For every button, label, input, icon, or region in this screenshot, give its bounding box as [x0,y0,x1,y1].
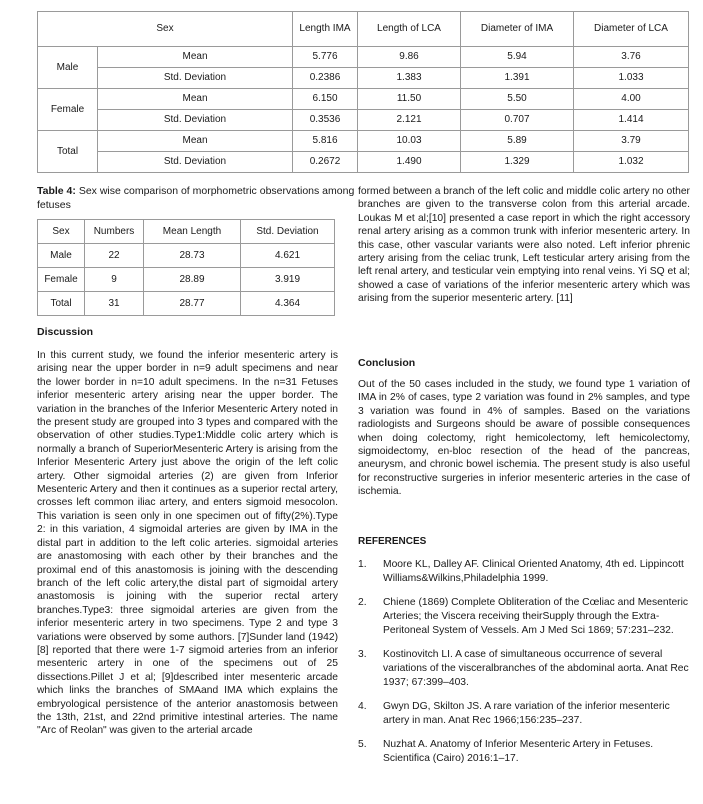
sex-cell: Male [38,47,98,89]
references-heading: REFERENCES [358,536,427,547]
reference-text: Gwyn DG, Skilton JS. A rare variation of the inferior mesenteric artery in man. Anat Rec 1966;156:235–237. [383,701,670,726]
conclusion-text [358,378,690,499]
stat-cell: Std. Deviation [98,152,293,173]
reference-item [358,738,690,766]
table-cell: 4.621 [241,244,335,268]
conclusion-heading: Conclusion [358,357,416,369]
header-sex: Sex [38,12,293,47]
header-diameter-lca: Diameter of LCA [574,12,689,47]
value-cell: 5.94 [461,47,574,68]
discussion-text [37,349,338,738]
references-list [358,558,690,776]
table-row [38,152,689,173]
value-cell: 1.414 [574,110,689,131]
value-cell: 10.03 [358,131,461,152]
reference-text: Nuzhat A. Anatomy of Inferior Mesenteric Artery in Fetuses. Scientifica (Cairo) 2016:1–17. [383,739,654,764]
discussion-heading: Discussion [37,326,94,338]
header-std-deviation: Std. Deviation [241,220,335,244]
header-length-lca: Length of LCA [358,12,461,47]
table-row [38,131,689,152]
value-cell: 0.707 [461,110,574,131]
table4-header-row [38,220,335,244]
value-cell: 9.86 [358,47,461,68]
header-diameter-ima: Diameter of IMA [461,12,574,47]
table-cell: 9 [85,268,144,292]
table-cell: Total [38,292,85,316]
reference-number: 3. [358,649,367,660]
table4-caption [37,184,357,212]
value-cell: 4.00 [574,89,689,110]
reference-text: Kostinovitch LI. A case of simultaneous occurrence of several variations of the visceralbranches of the abdominal aorta. Anat Rec 1937; 67:399–403. [383,649,689,688]
sex-cell: Female [38,89,98,131]
table-cell: 22 [85,244,144,268]
reference-text: Chiene (1869) Complete Obliteration of the Cœliac and Mesenteric Arteries; the Viscera receiving theirSupply through the Extra-Peritoneal System of Vessels. Am J Med Sci 1869; 57:231–232. [383,597,689,636]
continuation-paragraph: formed between a branch of the left colic and middle colic artery no other branches are given to the transverse colon from this arterial arcade. Loukas M et al;[10] presented a case report in which the right accessory renal artery arising as a common trunk with inferior mesenteric artery. In this case, other vascular variants were also noted. Left inferior phrenic artery arising from the celiac trunk, Left testicular artery arising from the left renal artery, and testicular vein emptying into renal veins. Yi SQ et al; showed a case of variations of the inferior mesenteric artery which was arising from the superior mesenteric artery. [11] [358,186,690,305]
value-cell: 6.150 [293,89,358,110]
table4-caption-text: Sex wise comparison of morphometric observations among fetuses [37,185,355,211]
value-cell: 1.490 [358,152,461,173]
value-cell: 1.391 [461,68,574,89]
table-row [38,47,689,68]
value-cell: 1.032 [574,152,689,173]
stat-cell: Mean [98,89,293,110]
value-cell: 11.50 [358,89,461,110]
value-cell: 0.2386 [293,68,358,89]
reference-number: 4. [358,701,367,712]
table-row [38,244,335,268]
value-cell: 5.89 [461,131,574,152]
value-cell: 5.816 [293,131,358,152]
table-cell: 4.364 [241,292,335,316]
reference-number: 2. [358,597,367,608]
right-column-paragraph [358,185,690,306]
reference-number: 5. [358,739,367,750]
value-cell: 1.383 [358,68,461,89]
value-cell: 5.776 [293,47,358,68]
value-cell: 1.033 [574,68,689,89]
table-cell: 31 [85,292,144,316]
table-row [38,268,335,292]
value-cell: 1.329 [461,152,574,173]
stat-cell: Mean [98,47,293,68]
table4-caption-label: Table 4: [37,185,76,197]
header-numbers: Numbers [85,220,144,244]
stat-cell: Std. Deviation [98,110,293,131]
header-sex: Sex [38,220,85,244]
table-cell: 28.89 [144,268,241,292]
conclusion-paragraph: Out of the 50 cases included in the study, we found type 1 variation of IMA in 2% of cases, type 2 variation was found in 2% samples, and type 3 variation was found in 4% of samples. Based on the variations radiologists and Surgeons should be aware of possible consequences when doing colectomy, right hemicolectomy, left hemicolectomy, sigmoidectomy, en-bloc resection of the head of the pancreas, aneurysm, and chronic bowel ischemia. The present study is also useful for reconstructive surgeries in inferior mesenteric arteries in the case of ischemia. [358,379,690,498]
sex-cell: Total [38,131,98,173]
table-cell: 28.77 [144,292,241,316]
table-row [38,89,689,110]
value-cell: 0.2672 [293,152,358,173]
table-cell: 28.73 [144,244,241,268]
reference-item [358,648,690,690]
reference-text: Moore KL, Dalley AF. Clinical Oriented Anatomy, 4th ed. Lippincott Williams&Wilkins,Philadelphia 1999. [383,559,684,584]
value-cell: 0.3536 [293,110,358,131]
value-cell: 3.76 [574,47,689,68]
reference-item [358,558,690,586]
table4 [37,219,335,316]
reference-item [358,700,690,728]
header-length-ima: Length IMA [293,12,358,47]
stat-cell: Mean [98,131,293,152]
value-cell: 5.50 [461,89,574,110]
stat-cell: Std. Deviation [98,68,293,89]
table-row [38,292,335,316]
table-header-row [38,12,689,47]
reference-number: 1. [358,559,367,570]
value-cell: 2.121 [358,110,461,131]
reference-item [358,596,690,638]
morphometric-table [37,11,689,173]
table-cell: 3.919 [241,268,335,292]
table-row [38,110,689,131]
header-mean-length: Mean Length [144,220,241,244]
table-cell: Female [38,268,85,292]
discussion-paragraph: In this current study, we found the inferior mesenteric artery is arising near the upper border in n=9 adult specimens and near the lower border in n=10 adult specimens. In the n=31 Fetuses inferior mesenteric artery arising near the upper border. The variation in the branches of the Inferior Mesenteric Artery noted in the present study are grouped into 3 types and compared with the observation of other studies.Type1:Middle colic artery which is normally a branch of SuperiorMesenteric Artery is arising from the Inferior Mesenteric Artery just above the origin of the left colic artery. Other sigmoidal arteries (2) are given from Inferior Mesenteric Artery and then it continues as a superior rectal artery, crosses left common iliac artery, and enters sigmoid mesocolon. This variation is seen only in one specimen out of fifty(2%).Type 2: in this variation, 4 sigmoidal arteries are given by IMA in the distal part in addition to the left colic arteries. sigmoidal arteries are anastomosing with each other by their branches and the proximal end of this anastomosis is joining with the descending branch of the left colic artery,the distal part of sigmoidal artery anastomosis is joining with the superior rectal artery branches.Type3: three sigmoidal arteries are given from the inferior mesenteric artery in two specimens. Type 2 and type 3 variations were observed by some authors. [7]Sunder land (1942)[8] reported that there were 1-7 sigmoid arteries from an inferior mesenteric artery in one of the specimens out of 25 dissections.Pillet J et al; [9]described inter mesenteric arcade which links the branches of SMAand IMA which explains the embryological persistence of the anterior anastomosis between the 13th, 21st, and 22nd primitive intestinal arteries. The name "Arc of Reolan" was given to the arterial arcade [37,350,338,737]
value-cell: 3.79 [574,131,689,152]
table-cell: Male [38,244,85,268]
table-row [38,68,689,89]
